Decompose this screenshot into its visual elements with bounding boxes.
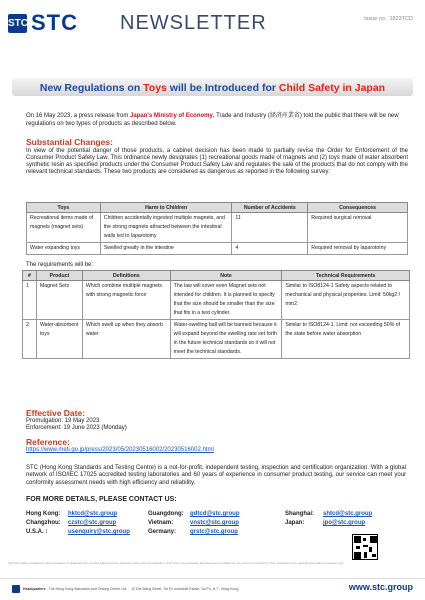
- contact-city: Vietnam:: [148, 520, 174, 526]
- footer-company: - The Hong Kong Standards and Testing Centre Ltd.: [45, 586, 128, 591]
- contact-email-link[interactable]: gdtcd@stc.group: [190, 511, 240, 517]
- table-cell: Children accidentally ingested multiple magnets, and the strong magnets attracted between the intestinal walls led to laparotomy: [100, 213, 232, 243]
- table-header-row: [23, 271, 410, 281]
- building-icon: [12, 585, 20, 593]
- disclaimer: The information contained in this newsletter is obtained from sources believed to be accurate at the time of publication. STC does not guarantee and assumes no liability for any errors or omissions. This newsletter is for general information purposes only.: [8, 561, 344, 565]
- effective-heading: Effective Date:: [26, 408, 86, 418]
- requirements-table: [22, 270, 410, 359]
- contact-entry: [285, 510, 372, 519]
- contact-city: Changzhou:: [26, 520, 61, 526]
- headline-part: New Regulations on: [39, 82, 144, 94]
- contact-column: [285, 510, 372, 528]
- ministry-name: Japan's Ministry of Economy: [130, 113, 213, 119]
- stc-logo: [8, 10, 78, 36]
- table-cell: Required surgical removal: [308, 213, 408, 243]
- table-cell: Which combine multiple magnets with strong magnetic force: [82, 281, 170, 320]
- table-cell: Water-swelling ball will be banned because it will expand beyond the swelling rate set forth in the future technical standards so it will not meet the technical standards.: [170, 320, 282, 359]
- table-header: Harm to Children: [100, 203, 232, 213]
- headline-highlight: Toys: [143, 82, 167, 94]
- intro-text: , Trade and Industry (経済産業省) told the public that there will be new regulations on two types of products as described below.: [26, 113, 399, 127]
- headline-part: will be Introduced for: [166, 82, 279, 94]
- logo-text: STC: [31, 10, 78, 35]
- table-cell: Recreational items made of magnets (magnet sets): [27, 213, 101, 243]
- table-header: Technical Requirements: [282, 271, 410, 281]
- contact-entry: [148, 519, 240, 528]
- table-cell: Similar to ISO8124-1 Safety aspects related to mechanical and physical properties. Limit: 50kg2 / mm2.: [282, 281, 410, 320]
- newsletter-title: NEWSLETTER: [120, 12, 267, 34]
- contact-email-link[interactable]: shtcd@stc.group: [323, 511, 373, 517]
- header: [0, 0, 425, 45]
- contact-entry: [148, 510, 240, 519]
- table-cell: The law will cover even Magnet sets not intended for children. It is planned to specify that the size should be smaller than the size that fits in a test cylinder.: [170, 281, 282, 320]
- qr-code-icon[interactable]: [352, 534, 378, 560]
- table-cell: Water expanding toys: [27, 243, 101, 255]
- contact-entry: [26, 528, 130, 537]
- contact-city: Shanghai:: [285, 511, 315, 517]
- contact-entry: [148, 528, 240, 537]
- contact-column: [148, 510, 240, 537]
- contact-email-link[interactable]: jpo@stc.group: [323, 520, 366, 526]
- footer-label: Headquarters: [23, 586, 46, 591]
- table-header: #: [23, 271, 37, 281]
- contact-column: [26, 510, 130, 537]
- table-row: [23, 320, 410, 359]
- headline: [12, 82, 413, 94]
- requirements-label: The requirements will be:: [26, 262, 94, 268]
- reference-link[interactable]: https://www.meti.go.jp/press/2023/05/20230516002/20230516002.html: [26, 447, 214, 453]
- table-cell: Water-absorbent toys: [36, 320, 82, 359]
- intro-text: On 16 May 2023, a press release from: [26, 113, 131, 119]
- footer: [0, 578, 425, 600]
- footer-street: 10 Dai Wang Street, Tai Po Industrial Estate, Tai Po, N.T., Hong Kong: [131, 586, 239, 591]
- footer-address: [12, 585, 238, 593]
- headline-banner: [12, 78, 413, 96]
- promulgation-date: Promulgation: 19 May 2023: [26, 418, 100, 424]
- headline-highlight: Child Safety in Japan: [278, 82, 386, 94]
- table-cell: Similar to ISO8124-1. Limit: not exceeding 50% of the state before water absorption: [282, 320, 410, 359]
- changes-paragraph: In view of the potential danger of those products, a cabinet decision has been made to partially revise the Order for Enforcement of the Consumer Product Safety Law. This ordinance newly designates (1) recreational goods made of magnets and (2) toys made of water absorbent synthetic resin as specified products under the Consumer Product Safety Law and regulates the sale of the products that do not comply with the relevant technical standards. These two products are considered as dangerous as reported in the following survey:: [26, 148, 408, 175]
- reference-heading: Reference:: [26, 437, 70, 447]
- table-row: [27, 213, 408, 243]
- about-paragraph: STC (Hong Kong Standards and Testing Centre) is a not-for-profit, independent testing, inspection and certification organization. With a global network of ISO/IEC 17025 accredited testing laboratories and 60 years of experience in consumer product testing, our service can meet your conformity assessment needs with high efficiency and reliability.: [26, 465, 406, 486]
- table-row: [23, 281, 410, 320]
- table-header: Note: [170, 271, 282, 281]
- enforcement-date: Enforcement: 19 June 2023 (Monday): [26, 425, 127, 431]
- table-header: Product: [36, 271, 82, 281]
- logo-mark-icon: STC: [8, 14, 27, 33]
- contact-entry: [285, 519, 372, 528]
- issue-number: Issue no.: 1823TCD: [364, 16, 413, 22]
- contact-heading: FOR MORE DETAILS, PLEASE CONTACT US:: [26, 496, 177, 503]
- table-header: Toys: [27, 203, 101, 213]
- contact-city: Germany:: [148, 529, 177, 535]
- contact-email-link[interactable]: usenquiry@stc.group: [68, 529, 130, 535]
- contact-entry: [26, 519, 130, 528]
- table-row: [27, 243, 408, 255]
- table-cell: Magnet Sets: [36, 281, 82, 320]
- contact-city: Japan:: [285, 520, 305, 526]
- changes-heading: Substantial Changes:: [26, 137, 113, 147]
- table-header: Definitions: [82, 271, 170, 281]
- contact-city: Hong Kong:: [26, 511, 61, 517]
- contact-entry: [26, 510, 130, 519]
- table-header: Consequences: [308, 203, 408, 213]
- table-header-row: [27, 203, 408, 213]
- table-cell: 4: [232, 243, 308, 255]
- accident-table: [26, 202, 408, 255]
- contact-email-link[interactable]: grstc@stc.group: [190, 529, 238, 535]
- contact-email-link[interactable]: czstc@stc.group: [68, 520, 117, 526]
- table-cell: Required removal by laparotomy: [308, 243, 408, 255]
- contact-city: Guangdong:: [148, 511, 184, 517]
- table-cell: Which swell up when they absorb water: [82, 320, 170, 359]
- website-link[interactable]: www.stc.group: [348, 582, 413, 592]
- table-cell: 1: [23, 281, 37, 320]
- table-cell: Swelled greatly in the intestine: [100, 243, 232, 255]
- table-cell: 11: [232, 213, 308, 243]
- table-header: Number of Accidents: [232, 203, 308, 213]
- table-cell: 2: [23, 320, 37, 359]
- contact-email-link[interactable]: vnstc@stc.group: [190, 520, 239, 526]
- intro-paragraph: [26, 112, 408, 128]
- contact-email-link[interactable]: hktcd@stc.group: [68, 511, 118, 517]
- contact-city: U.S.A. :: [26, 529, 48, 535]
